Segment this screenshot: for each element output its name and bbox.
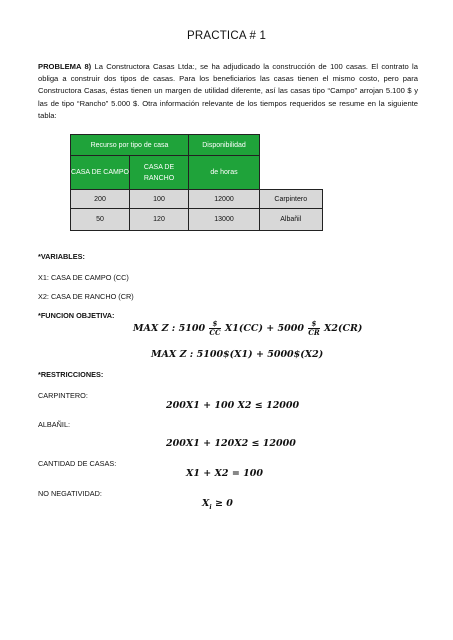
problem-label: PROBLEMA 8) bbox=[38, 62, 92, 71]
objective-function-line1: MAX Z : 5100 $\frac{\$}{CC}$ X1(CC) + 5000 $\frac{\$}{CR}$ X2(CR) bbox=[133, 319, 363, 337]
constraint-cantidad: X1 + X2 = 100 bbox=[186, 468, 263, 479]
col-hours: de horas bbox=[189, 156, 260, 190]
cell-rancho: 100 bbox=[130, 190, 189, 209]
constraint-nonneg-label: NO NEGATIVIDAD: bbox=[38, 489, 102, 498]
requirements-table bbox=[70, 134, 323, 231]
problem-text: La Constructora Casas Ltda:, se ha adjudicado la construcción de 100 casas. El contrato la obliga a construir dos tipos de casas. Para los beneficiarios las casas tienen el mismo costo, pero para Constructora Casas, éstas tienen un margen de utilidad diferente, así las casas tipo “Campo” arrojan 5.100 $ y las de tipo “Rancho” 5.000 $. Otra información relevante de los tiempos requeridos se resume en la siguiente tabla: bbox=[38, 62, 418, 120]
cell-rancho: 120 bbox=[130, 209, 189, 231]
constraint-cantidad-label: CANTIDAD DE CASAS: bbox=[38, 459, 117, 468]
variable-x2: X2: CASA DE RANCHO (CR) bbox=[38, 292, 134, 301]
table-row bbox=[71, 190, 323, 209]
objective-heading: *FUNCION OBJETIVA: bbox=[38, 311, 115, 320]
col-casa-campo: CASA DE CAMPO bbox=[71, 156, 130, 190]
fraction-cr: $\frac{\$}{CR}$ bbox=[308, 319, 320, 337]
cell-resource: Albañil bbox=[260, 209, 323, 231]
constraint-carpintero: 200X1 + 100 X2 ≤ 12000 bbox=[166, 400, 300, 411]
table-row bbox=[71, 209, 323, 231]
cell-hours: 12000 bbox=[189, 190, 260, 209]
cell-resource: Carpintero bbox=[260, 190, 323, 209]
header-resource: Recurso por tipo de casa bbox=[71, 135, 189, 156]
page-title: PRACTICA # 1 bbox=[186, 30, 267, 42]
variable-x1: X1: CASA DE CAMPO (CC) bbox=[38, 273, 129, 282]
problem-statement bbox=[38, 61, 418, 122]
constraint-albanil-label: ALBAÑIL: bbox=[38, 420, 71, 429]
constraint-albanil: 200X1 + 120X2 ≤ 12000 bbox=[166, 438, 296, 449]
cell-campo: 200 bbox=[71, 190, 130, 209]
header-availability: Disponibilidad bbox=[189, 135, 260, 156]
objective-function-line2: MAX Z : 5100$(X1) + 5000$(X2) bbox=[151, 349, 324, 360]
variables-heading: *VARIABLES: bbox=[38, 252, 85, 261]
constraint-nonneg: $X_i \ge 0$ bbox=[202, 498, 233, 511]
cell-hours: 13000 bbox=[189, 209, 260, 231]
constraint-carpintero-label: CARPINTERO: bbox=[38, 391, 88, 400]
col-casa-rancho: CASA DE RANCHO bbox=[130, 156, 189, 190]
constraints-heading: *RESTRICCIONES: bbox=[38, 370, 104, 379]
cell-campo: 50 bbox=[71, 209, 130, 231]
fraction-cc: $\frac{\$}{CC}$ bbox=[209, 319, 221, 337]
